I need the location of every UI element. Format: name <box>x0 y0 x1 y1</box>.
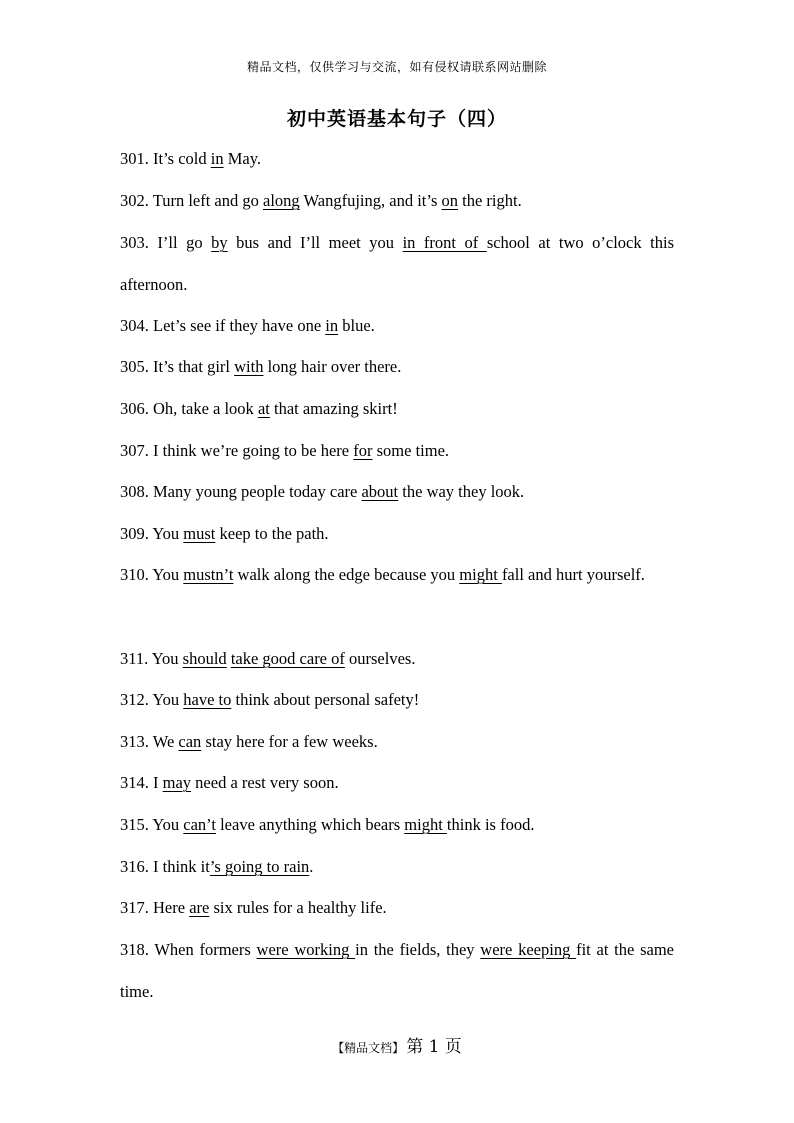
sentence-308 <box>120 471 674 513</box>
sentence-316 <box>120 846 674 888</box>
sentence-315 <box>120 804 674 846</box>
answer-blank: ’s going to rain <box>209 857 310 876</box>
sentence-text: 317. Here <box>120 898 190 917</box>
sentence-text: Wangfujing, and it’s <box>299 191 442 210</box>
sentence-text: 310. You <box>120 565 184 584</box>
sentence-text: ourselves. <box>344 649 416 668</box>
sentence-text: 312. You <box>120 690 184 709</box>
sentence-text: the right. <box>458 191 522 210</box>
sentence-text: 311. You <box>120 649 183 668</box>
sentence-text: keep to the path. <box>215 524 329 543</box>
page-footer <box>0 1032 794 1057</box>
answer-blank: might <box>459 565 502 584</box>
answer-blank: along <box>263 191 300 210</box>
answer-blank: are <box>189 898 210 917</box>
footer-tag: 【精品文档】 <box>332 1041 405 1055</box>
sentence-text: six rules for a healthy life. <box>209 898 387 917</box>
sentence-text: 318. When formers <box>120 940 257 959</box>
answer-blank: about <box>361 482 399 501</box>
answer-blank: have to <box>183 690 232 709</box>
sentence-text: 316. I think it <box>120 857 210 876</box>
sentence-text: leave anything which bears <box>215 815 405 834</box>
answer-blank: must <box>183 524 216 543</box>
sentence-text: bus and I’ll meet you <box>227 233 403 252</box>
sentence-text: 306. Oh, take a look <box>120 399 258 418</box>
sentence-text: the way they look. <box>398 482 525 501</box>
sentence-text: long hair over there. <box>263 357 402 376</box>
answer-blank: should <box>182 649 227 668</box>
answer-blank: take good care of <box>230 649 345 668</box>
sentence-text: think is food. <box>446 815 535 834</box>
answer-blank: were working <box>256 940 356 959</box>
page-number: 第 1 页 <box>406 1037 462 1057</box>
answer-blank: by <box>211 233 228 252</box>
sentence-309 <box>120 513 674 555</box>
sentence-text: 308. Many young people today care <box>120 482 362 501</box>
answer-blank: at <box>257 399 270 418</box>
sentence-310 <box>120 554 674 596</box>
sentence-311 <box>120 638 674 680</box>
sentence-317 <box>120 887 674 929</box>
answer-blank: in front of <box>402 233 487 252</box>
sentence-text: that amazing skirt! <box>269 399 398 418</box>
sentence-text: stay here for a few weeks. <box>201 732 378 751</box>
answer-blank: with <box>234 357 264 376</box>
sentence-text: fall and hurt yourself. <box>501 565 645 584</box>
answer-blank: may <box>162 773 192 792</box>
sentence-text: 302. Turn left and go <box>120 191 264 210</box>
sentence-306 <box>120 388 674 430</box>
sentence-314 <box>120 762 674 804</box>
answer-blank: on <box>441 191 459 210</box>
sentence-text: 309. You <box>120 524 184 543</box>
sentence-text: 304. Let’s see if they have one <box>120 316 326 335</box>
sentence-text: think about personal safety! <box>231 690 420 709</box>
answer-blank: in <box>325 316 339 335</box>
sentence-text: 314. I <box>120 773 163 792</box>
sentence-text: 305. It’s that girl <box>120 357 235 376</box>
answer-blank: mustn’t <box>183 565 234 584</box>
sentence-303 <box>120 222 674 306</box>
sentence-313 <box>120 721 674 763</box>
answer-blank: were keeping <box>480 940 577 959</box>
sentence-text: fit at the same time. <box>120 940 674 1001</box>
sentence-318 <box>120 929 674 1013</box>
answer-blank: can’t <box>183 815 216 834</box>
sentence-312 <box>120 679 674 721</box>
sentence-text: May. <box>223 149 262 168</box>
sentence-text: some time. <box>372 441 450 460</box>
sentence-text: . <box>309 857 314 876</box>
sentence-text: 307. I think we’re going to be here <box>120 441 354 460</box>
sentence-301 <box>120 138 674 180</box>
answer-blank: can <box>178 732 202 751</box>
sentence-307 <box>120 430 674 472</box>
sentence-text: blue. <box>338 316 375 335</box>
answer-blank: might <box>404 815 447 834</box>
sentence-text: walk along the edge because you <box>233 565 460 584</box>
sentence-text: 315. You <box>120 815 184 834</box>
answer-blank: for <box>353 441 373 460</box>
sentence-text: in the fields, they <box>355 940 481 959</box>
sentence-302 <box>120 180 674 222</box>
sentence-text: 301. It’s cold <box>120 149 211 168</box>
sentence-text: school at two o’clock this afternoon. <box>120 233 674 294</box>
page-header: 精品文档，仅供学习与交流，如有侵权请联系网站删除 <box>246 60 547 74</box>
document-title: 初中英语基本句子（四） <box>286 108 507 130</box>
sentence-305 <box>120 346 674 388</box>
sentence-text: need a rest very soon. <box>191 773 339 792</box>
sentence-304 <box>120 305 674 347</box>
sentence-text: 303. I’ll go <box>120 233 212 252</box>
answer-blank: in <box>210 149 224 168</box>
sentence-text: 313. We <box>120 732 179 751</box>
